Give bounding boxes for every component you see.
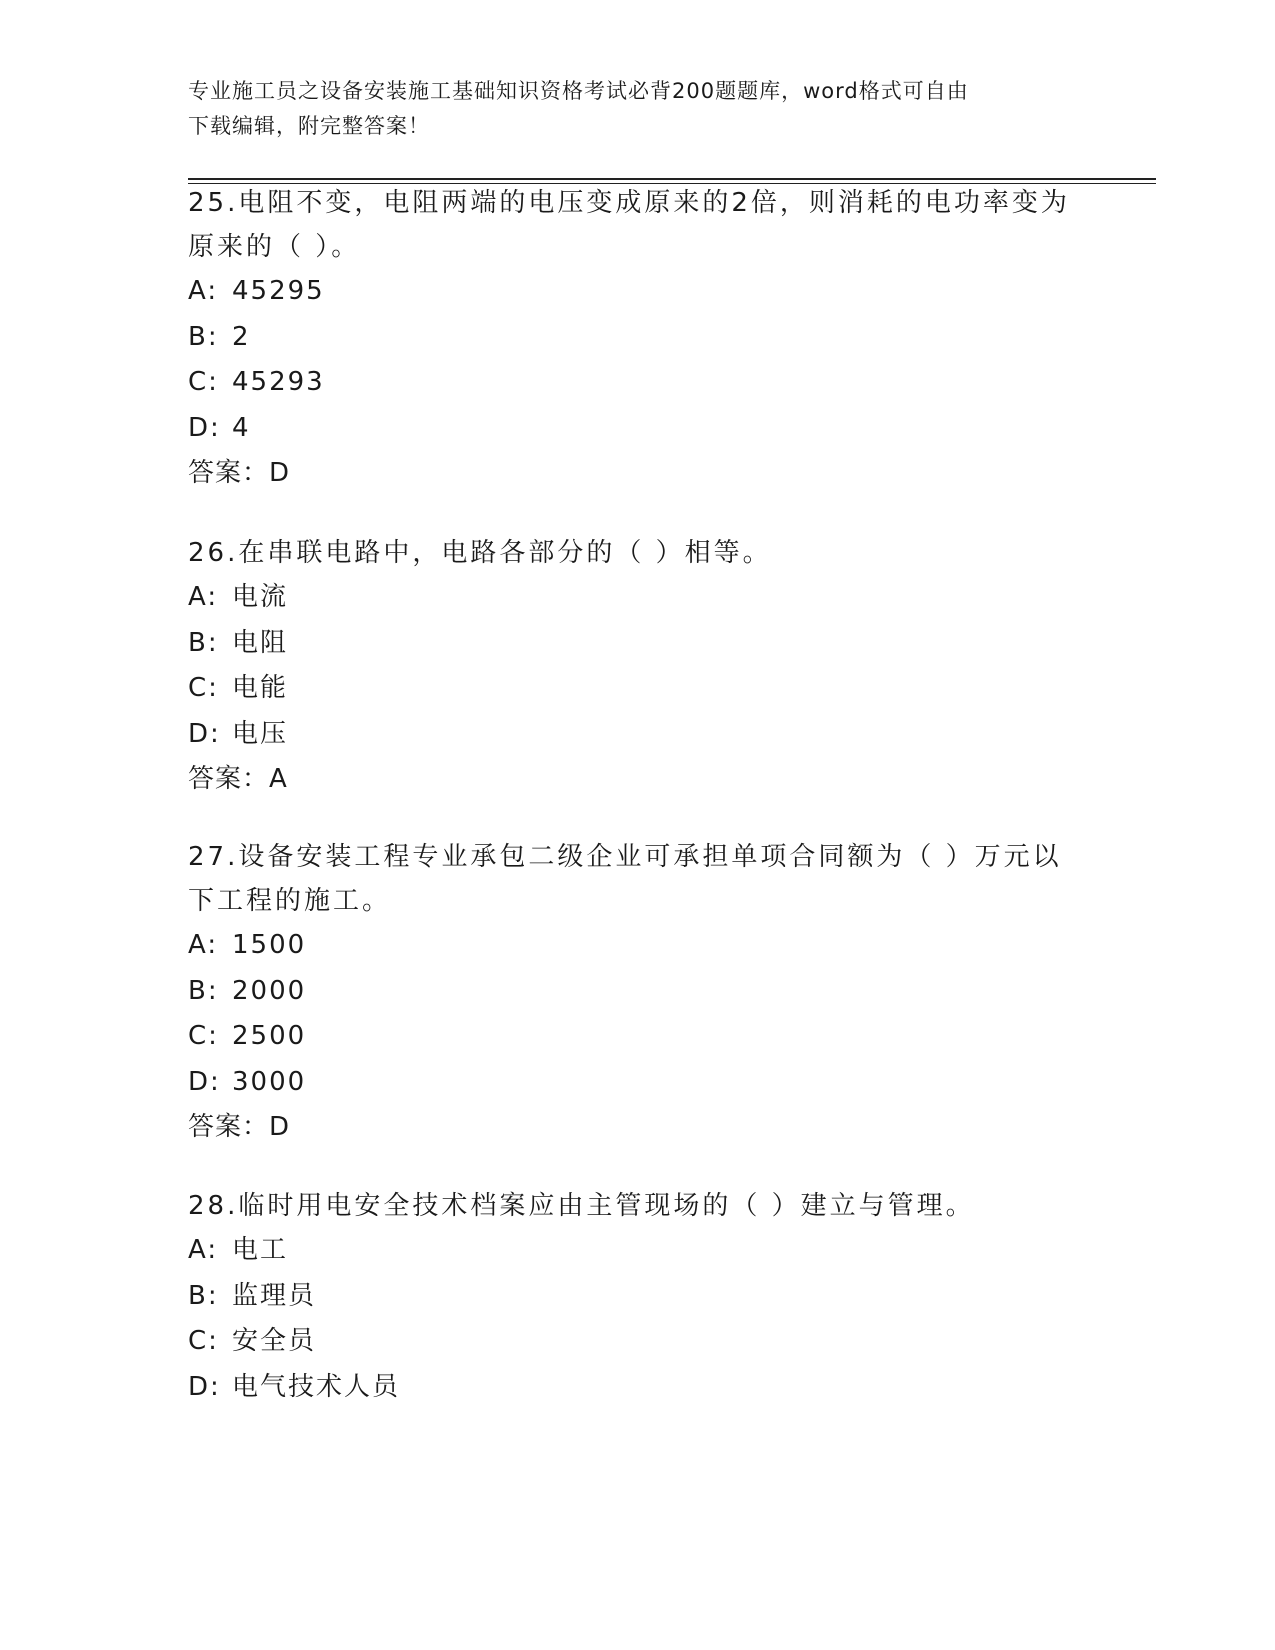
header-divider-thick — [188, 178, 1156, 180]
option-text: 1500 — [232, 930, 307, 960]
document-header — [188, 74, 1068, 144]
option-a — [188, 1228, 1088, 1274]
option-text: 电能 — [232, 673, 289, 703]
option-label: C: — [188, 1021, 219, 1051]
option-label: A: — [188, 582, 219, 612]
option-d — [188, 712, 1088, 758]
option-label: A: — [188, 930, 219, 960]
option-text: 电压 — [232, 718, 289, 749]
option-text: 45295 — [232, 276, 325, 306]
question-stem-line-1: 27.设备安装工程专业承包二级企业可承担单项合同额为（ ）万元以 — [188, 842, 1062, 872]
option-text: 2 — [232, 321, 251, 352]
option-text: 监理员 — [232, 1280, 317, 1311]
option-text: 45293 — [232, 367, 325, 397]
option-text: 电气技术人员 — [232, 1371, 401, 1402]
option-text: 2500 — [232, 1021, 307, 1051]
option-label: A: — [188, 276, 219, 306]
option-d — [188, 406, 1088, 452]
option-text: 电工 — [232, 1235, 289, 1265]
option-label: D: — [188, 1066, 221, 1097]
question-stem-line-2: 下工程的施工。 — [188, 886, 392, 916]
option-d — [188, 1060, 1088, 1106]
question-stem-line-1: 26.在串联电路中，电路各部分的（ ）相等。 — [188, 538, 772, 568]
option-text: 电流 — [232, 582, 289, 612]
question-26 — [188, 531, 1088, 801]
option-label: D: — [188, 1371, 221, 1402]
question-27 — [188, 835, 1088, 1149]
option-label: C: — [188, 673, 219, 703]
question-stem-line-2: 原来的（ ）。 — [188, 232, 361, 262]
option-text: 电阻 — [232, 627, 289, 658]
option-b — [188, 621, 1088, 667]
option-label: A: — [188, 1235, 219, 1265]
option-d — [188, 1365, 1088, 1411]
option-b — [188, 969, 1088, 1015]
header-line-1: 专业施工员之设备安装施工基础知识资格考试必背200题题库，word格式可自由 — [188, 79, 969, 103]
option-label: D: — [188, 412, 221, 443]
option-text: 2000 — [232, 975, 307, 1006]
option-c — [188, 666, 1088, 712]
option-text: 3000 — [232, 1066, 307, 1097]
option-label: B: — [188, 1280, 219, 1311]
option-text: 安全员 — [232, 1326, 317, 1356]
option-label: B: — [188, 321, 219, 352]
option-a — [188, 269, 1088, 315]
answer: 答案：A — [188, 764, 288, 794]
option-label: C: — [188, 367, 219, 397]
option-label: D: — [188, 718, 221, 749]
option-b — [188, 1274, 1088, 1320]
option-b — [188, 315, 1088, 361]
question-28 — [188, 1184, 1088, 1410]
option-a — [188, 575, 1088, 621]
question-stem-line-1: 25.电阻不变，电阻两端的电压变成原来的2倍，则消耗的电功率变为 — [188, 188, 1070, 218]
option-c — [188, 1319, 1088, 1365]
option-label: C: — [188, 1326, 219, 1356]
option-c — [188, 1014, 1088, 1060]
option-label: B: — [188, 627, 219, 658]
answer: 答案：D — [188, 1112, 291, 1142]
option-label: B: — [188, 975, 219, 1006]
option-a — [188, 923, 1088, 969]
question-stem-line-1: 28.临时用电安全技术档案应由主管现场的（ ）建立与管理。 — [188, 1191, 975, 1221]
answer: 答案：D — [188, 458, 291, 488]
option-c — [188, 360, 1088, 406]
question-25 — [188, 181, 1088, 495]
header-line-2: 下载编辑，附完整答案！ — [188, 114, 430, 138]
option-text: 4 — [232, 412, 251, 443]
